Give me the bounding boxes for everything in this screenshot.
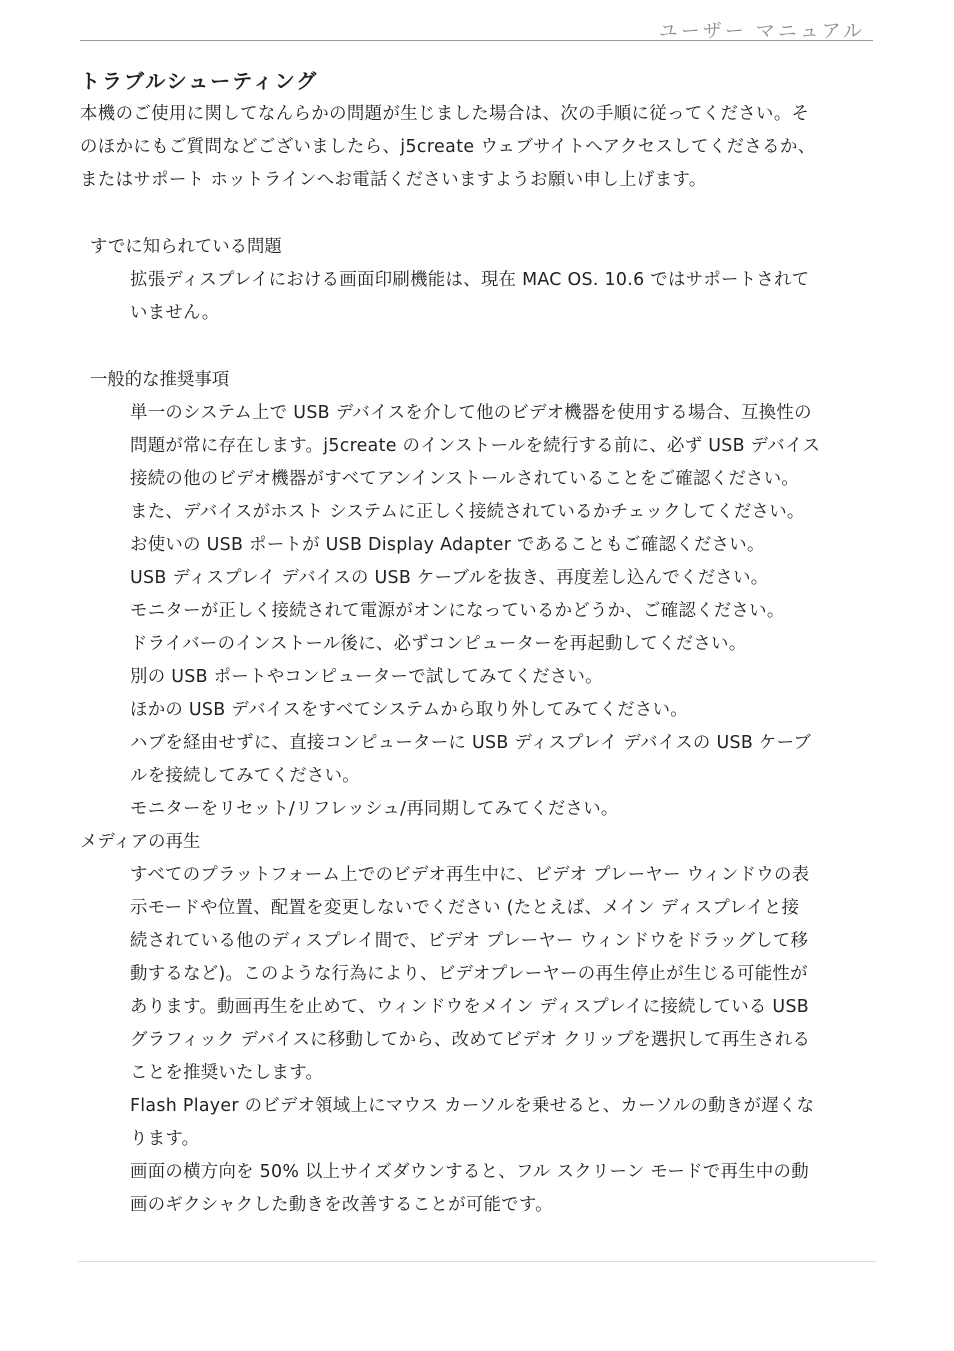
recommendation-line: モニターが正しく接続されて電源がオンになっているかどうか、ご確認ください。 [130, 601, 785, 621]
recommendation-line: お使いの USB ポートが USB Display Adapter であることもご確認ください。 [130, 535, 765, 555]
header-title: ユーザー マニュアル [658, 20, 865, 42]
intro-line: またはサポート ホットラインへお電話くださいますようお願い申し上げます。 [80, 170, 707, 190]
recommendations-title: 一般的な推奨事項 [90, 370, 230, 390]
recommendation-line: 別の USB ポートやコンピューターで試してみてください。 [130, 667, 603, 687]
section-heading: トラブルシューティング [80, 69, 319, 93]
recommendation-line: ハブを経由せずに、直接コンピューターに USB ディスプレイ デバイスの USB ケーブ [130, 733, 812, 753]
media-line: Flash Player のビデオ領域上にマウス カーソルを乗せると、カーソルの動きが遅くな [130, 1096, 815, 1116]
recommendation-line: ほかの USB デバイスをすべてシステムから取り外してみてください。 [130, 700, 688, 720]
media-line: ことを推奨いたします。 [130, 1063, 324, 1083]
footer-divider [78, 1261, 876, 1262]
recommendation-line: また、デバイスがホスト システムに正しく接続されているかチェックしてください。 [130, 502, 805, 522]
media-line: 示モードや位置、配置を変更しないでください (たとえば、メイン ディスプレイと接 [130, 898, 800, 918]
recommendation-line: 接続の他のビデオ機器がすべてアンインストールされていることをご確認ください。 [130, 469, 800, 489]
recommendation-line: ルを接続してみてください。 [130, 766, 360, 786]
intro-paragraph [80, 98, 873, 197]
page-header [80, 14, 873, 41]
media-line: 画面の横方向を 50% 以上サイズダウンすると、フル スクリーン モードで再生中の動 [130, 1162, 809, 1182]
media-line: 動するなど)。このような行為により、ビデオプレーヤーの再生停止が生じる可能性が [130, 964, 808, 984]
media-line: あります。動画再生を止めて、ウィンドウをメイン ディスプレイに接続している USB [130, 997, 810, 1017]
recommendations-section [80, 364, 873, 826]
media-line: すべてのプラットフォーム上でのビデオ再生中に、ビデオ プレーヤー ウィンドウの表 [130, 865, 810, 885]
intro-line: のほかにもご質問などございましたら、j5create ウェブサイトへアクセスしてくださるか、 [80, 137, 816, 157]
known-issues-title: すでに知られている問題 [90, 237, 282, 257]
known-issue-line: いません。 [130, 303, 220, 323]
known-issue-line: 拡張ディスプレイにおける画面印刷機能は、現在 MAC OS. 10.6 ではサポートされて [130, 270, 810, 290]
intro-line: 本機のご使用に関してなんらかの問題が生じました場合は、次の手順に従ってください。そ [80, 104, 810, 124]
known-issues-section [80, 231, 873, 330]
recommendation-line: 単一のシステム上で USB デバイスを介して他のビデオ機器を使用する場合、互換性の [130, 403, 812, 423]
recommendation-line: 問題が常に存在します。j5create のインストールを続行する前に、必ず USB デバイス [130, 436, 821, 456]
media-line: グラフィック デバイスに移動してから、改めてビデオ クリップを選択して再生される [130, 1030, 811, 1050]
document-body [80, 66, 873, 1222]
media-playback-title: メディアの再生 [80, 832, 201, 852]
recommendation-line: ドライバーのインストール後に、必ずコンピューターを再起動してください。 [130, 634, 747, 654]
media-line: 画のギクシャクした動きを改善することが可能です。 [130, 1195, 553, 1215]
media-line: 続されている他のディスプレイ間で、ビデオ プレーヤー ウィンドウをドラッグして移 [130, 931, 809, 951]
recommendation-line: モニターをリセット/リフレッシュ/再同期してみてください。 [130, 799, 619, 819]
recommendation-line: USB ディスプレイ デバイスの USB ケーブルを抜き、再度差し込んでください。 [130, 568, 769, 588]
media-line: ります。 [130, 1129, 200, 1149]
media-playback-section [80, 826, 873, 1222]
